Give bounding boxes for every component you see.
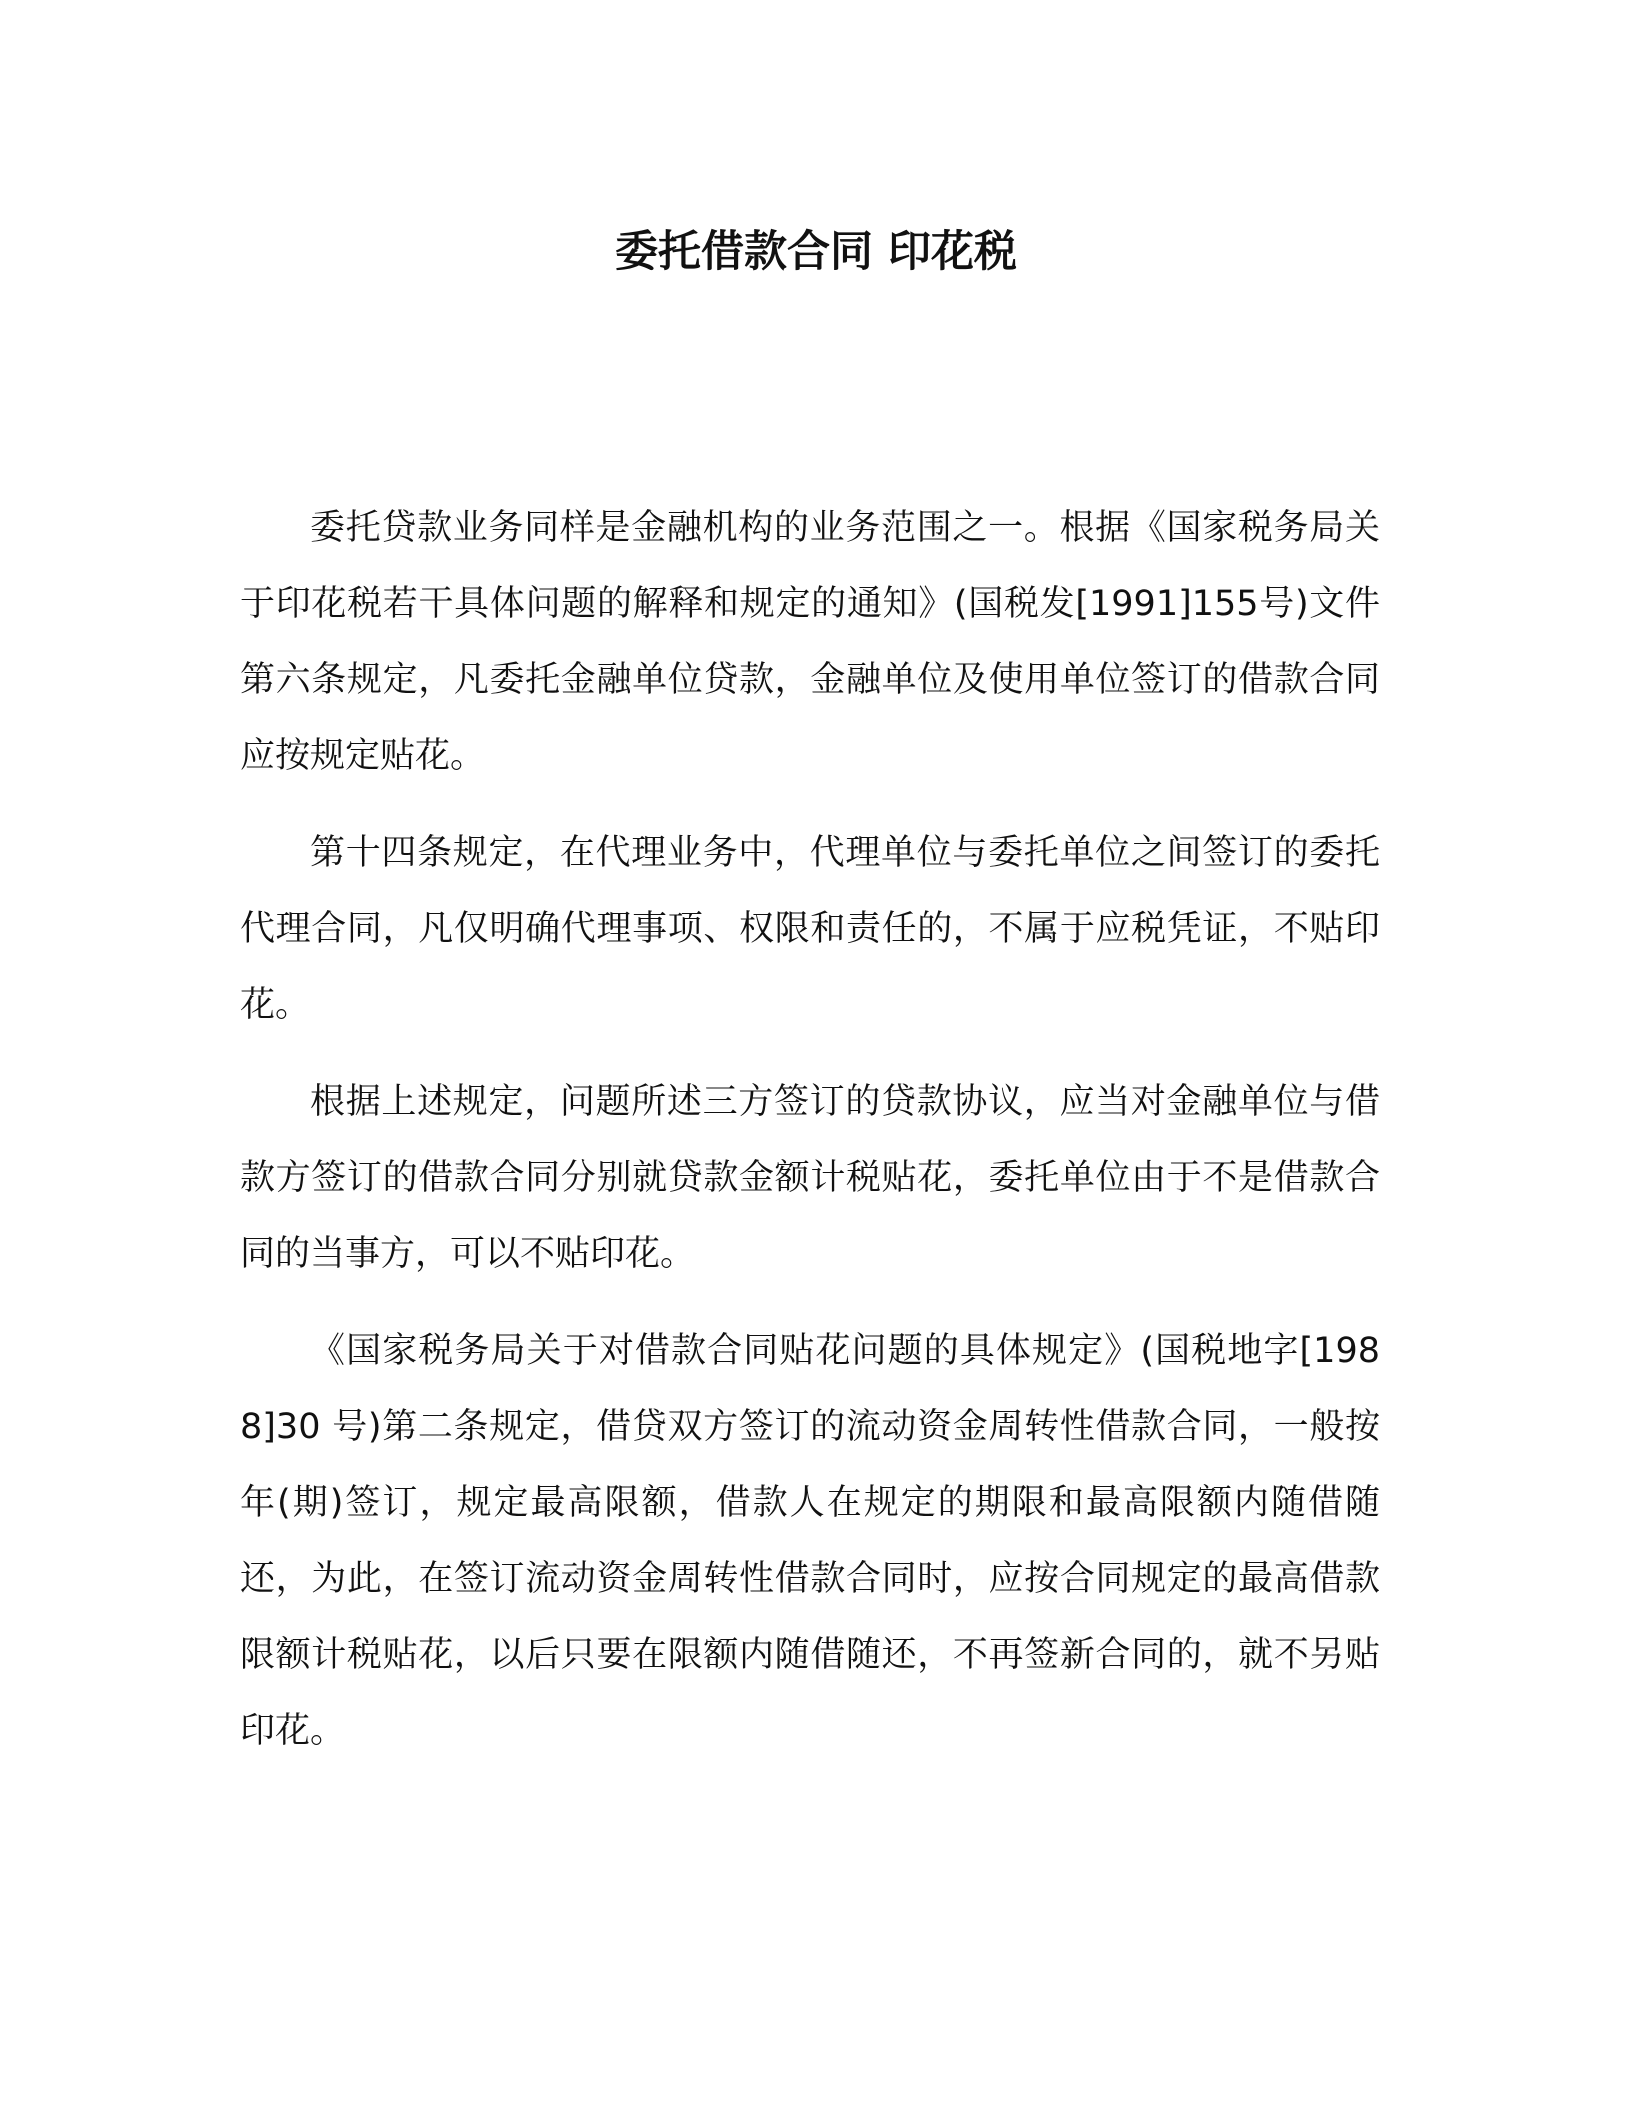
paragraph-4: 《国家税务局关于对借款合同贴花问题的具体规定》(国税地字[1988]30 号)第二条规定，借贷双方签订的流动资金周转性借款合同，一般按年(期)签订，规定最高限额，借款人在规定的期限和最高限额内随借随还，为此，在签订流动资金周转性借款合同时，应按合同规定的最高借款限额计税贴花，以后只要在限额内随借随还，不再签新合同的，就不另贴印花。 xyxy=(240,1331,1380,1751)
paragraph-2: 第十四条规定，在代理业务中，代理单位与委托单位之间签订的委托代理合同，凡仅明确代理事项、权限和责任的，不属于应税凭证，不贴印花。 xyxy=(240,833,1380,1025)
document-body xyxy=(240,490,1380,1790)
paragraph-1: 委托贷款业务同样是金融机构的业务范围之一。根据《国家税务局关于印花税若干具体问题的解释和规定的通知》(国税发[1991]155号)文件第六条规定，凡委托金融单位贷款，金融单位及使用单位签订的借款合同应按规定贴花。 xyxy=(240,508,1380,776)
paragraph-3: 根据上述规定，问题所述三方签订的贷款协议，应当对金融单位与借款方签订的借款合同分别就贷款金额计税贴花，委托单位由于不是借款合同的当事方，可以不贴印花。 xyxy=(240,1082,1380,1274)
document-title: 委托借款合同 印花税 xyxy=(615,227,1017,277)
